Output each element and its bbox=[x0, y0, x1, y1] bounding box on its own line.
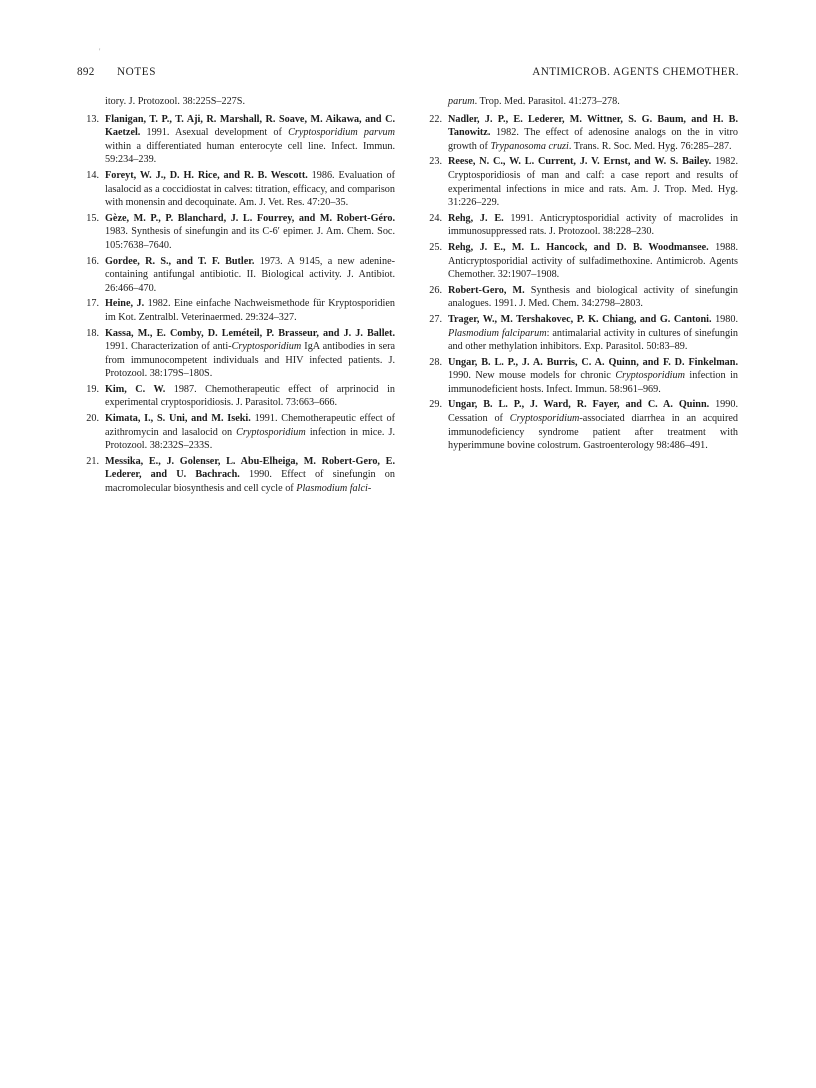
reference-entry bbox=[77, 383, 395, 410]
reference-authors: Rehg, J. E. bbox=[448, 212, 504, 224]
reference-text: 1988. Anticryptosporidial activity of sulfadimethoxine. Antimicrob. Agents Chemother. 32:1907–1908. bbox=[448, 241, 738, 281]
reference-entry bbox=[420, 284, 738, 311]
reference-continuation bbox=[420, 95, 738, 109]
reference-text: 1991. Characterization of anti- bbox=[105, 341, 232, 353]
reference-authors: Heine, J. bbox=[105, 298, 145, 310]
reference-entry bbox=[77, 255, 395, 296]
reference-number: 23. bbox=[429, 156, 442, 168]
reference-number: 28. bbox=[429, 356, 442, 368]
species-name: Plasmodium falciparum bbox=[448, 327, 547, 339]
reference-text: 1987. Chemotherapeutic effect of arprinocid in experimental cryptosporidiosis. J. Parasitol. 73:663–666. bbox=[105, 383, 395, 409]
reference-number: 27. bbox=[429, 313, 442, 325]
reference-text: infection in immunodeficient hosts. Infect. Immun. 58:961–969. bbox=[448, 370, 738, 395]
reference-text: : antimalarial activity in cultures of sinefungin and other methylation inhibitors. Exp. Parasitol. 50:83–89. bbox=[448, 327, 739, 353]
reference-text: 1990. New mouse models for chronic bbox=[448, 370, 616, 382]
reference-authors: Nadler, J. P., E. Lederer, M. Wittner, S. G. Baum, and H. B. Tanowitz. bbox=[448, 113, 738, 139]
reference-authors: Foreyt, W. J., D. H. Rice, and R. B. Wescott. bbox=[105, 169, 308, 181]
species-name: Cryptosporidium bbox=[236, 426, 306, 438]
reference-text: infection in mice. J. Protozool. 38:232S–233S. bbox=[105, 426, 395, 452]
species-name: Plasmodium falci- bbox=[296, 483, 372, 495]
reference-list bbox=[420, 113, 738, 453]
reference-number: 19. bbox=[86, 383, 99, 395]
page-number: 892 bbox=[77, 66, 95, 78]
reference-entry bbox=[77, 212, 395, 253]
reference-authors: Robert-Gero, M. bbox=[448, 284, 525, 296]
reference-number: 16. bbox=[86, 255, 99, 267]
reference-text: 1991. Chemotherapeutic effect of azithromycin and lasalocid on bbox=[105, 413, 395, 438]
reference-authors: Rehg, J. E., M. L. Hancock, and D. B. Woodmansee. bbox=[448, 241, 709, 253]
reference-authors: Kimata, I., S. Uni, and M. Iseki. bbox=[105, 413, 251, 425]
running-header bbox=[77, 66, 739, 82]
reference-text: -associated diarrhea in an acquired immunodeficiency syndrome patient after treatment with hyperimmune bovine colostrum. Gastroenterology 98:486–491. bbox=[448, 413, 738, 452]
reference-authors: Gèze, M. P., P. Blanchard, J. L. Fourrey, and M. Robert-Géro. bbox=[105, 212, 395, 224]
reference-authors: Ungar, B. L. P., J. Ward, R. Fayer, and C. A. Quinn. bbox=[448, 399, 710, 411]
left-column bbox=[77, 95, 395, 498]
reference-entry bbox=[77, 169, 395, 210]
reference-authors: Flanigan, T. P., T. Aji, R. Marshall, R. Soave, M. Aikawa, and C. Kaetzel. bbox=[105, 113, 395, 139]
reference-number: 18. bbox=[86, 327, 99, 339]
reference-authors: Gordee, R. S., and T. F. Butler. bbox=[105, 255, 255, 267]
reference-number: 25. bbox=[429, 241, 442, 253]
reference-entry bbox=[77, 455, 395, 496]
reference-entry bbox=[77, 327, 395, 381]
reference-text: . Trans. R. Soc. Med. Hyg. 76:285–287. bbox=[568, 140, 732, 152]
species-name: Cryptosporidium bbox=[231, 341, 302, 353]
reference-text: IgA antibodies in sera from immunocompetent individuals and HIV infected patients. J. Protozool. 38:179S–180S. bbox=[105, 341, 395, 380]
reference-entry bbox=[420, 398, 738, 452]
reference-continuation: itory. J. Protozool. 38:225S–227S. bbox=[105, 96, 245, 107]
reference-number: 21. bbox=[86, 455, 99, 467]
reference-text: 1982. The effect of adenosine analogs on the in vitro growth of bbox=[448, 127, 738, 152]
reference-text: 1973. A 9145, a new adenine-containing antifungal antibiotic. II. Biological activity. J. Antibiot. 26:466–470. bbox=[105, 255, 395, 294]
reference-number: 17. bbox=[86, 298, 99, 310]
species-name: Cryptosporidium bbox=[615, 370, 685, 382]
reference-number: 15. bbox=[86, 212, 99, 224]
species-name: Cryptosporidium bbox=[509, 413, 580, 425]
reference-text: 1980. bbox=[711, 313, 739, 325]
reference-entry bbox=[77, 113, 395, 167]
reference-entry bbox=[420, 356, 738, 397]
reference-entry bbox=[420, 313, 738, 354]
reference-text: 1986. Evaluation of lasalocid as a coccidiostat in calves: titration, efficacy, and comparison with monensin and decoquinate. Am. J. Vet. Res. 47:20–35. bbox=[105, 169, 395, 209]
reference-text: 1982. Cryptosporidiosis of man and calf: a case report and results of experimental infections in mice and rats. Am. J. Trop. Med. Hyg. 31:226–229. bbox=[448, 156, 739, 209]
species-name: Trypanosoma cruzi bbox=[490, 140, 569, 152]
reference-number: 24. bbox=[429, 212, 442, 224]
right-column bbox=[420, 95, 738, 455]
reference-number: 13. bbox=[86, 113, 99, 125]
reference-number: 14. bbox=[86, 169, 99, 181]
reference-authors: Reese, N. C., W. L. Current, J. V. Ernst, and W. S. Bailey. bbox=[448, 156, 712, 168]
reference-authors: Kassa, M., E. Comby, D. Leméteil, P. Brasseur, and J. J. Ballet. bbox=[105, 327, 395, 339]
reference-authors: Kim, C. W. bbox=[105, 383, 166, 395]
reference-number: 29. bbox=[429, 399, 442, 411]
reference-entry bbox=[77, 412, 395, 453]
reference-number: 20. bbox=[86, 413, 99, 425]
species-name: parum bbox=[448, 96, 475, 107]
margin-tick-mark: ' bbox=[99, 47, 101, 56]
reference-entry bbox=[420, 155, 738, 209]
reference-text: 1991. Anticryptosporidial activity of macrolides in immunosuppressed rats. J. Protozool. 38:228–230. bbox=[448, 212, 738, 238]
reference-text: within a differentiated human enterocyte cell line. Infect. Immun. 59:234–239. bbox=[105, 140, 395, 166]
reference-entry bbox=[420, 212, 738, 239]
reference-text: Synthesis and biological activity of sinefungin analogues. 1991. J. Med. Chem. 34:2798–2803. bbox=[448, 284, 738, 310]
section-label: NOTES bbox=[117, 66, 157, 78]
reference-entry bbox=[420, 241, 738, 282]
reference-number: 22. bbox=[429, 113, 442, 125]
reference-entry bbox=[420, 113, 738, 154]
reference-text: 1991. Asexual development of bbox=[140, 127, 289, 139]
reference-text: 1990. Cessation of bbox=[448, 399, 738, 425]
reference-text: 1990. Effect of sinefungin on macromolecular biosynthesis and cell cycle of bbox=[105, 469, 395, 495]
continuation-text: . Trop. Med. Parasitol. 41:273–278. bbox=[474, 96, 620, 107]
species-name: Cryptosporidium parvum bbox=[288, 127, 395, 139]
reference-authors: Trager, W., M. Tershakovec, P. K. Chiang, and G. Cantoni. bbox=[448, 313, 712, 325]
journal-name: ANTIMICROB. AGENTS CHEMOTHER. bbox=[532, 66, 739, 78]
reference-authors: Messika, E., J. Golenser, L. Abu-Elheiga, M. Robert-Gero, E. Lederer, and U. Bachrach. bbox=[105, 455, 395, 481]
reference-list bbox=[77, 113, 395, 496]
reference-entry bbox=[77, 297, 395, 324]
reference-number: 26. bbox=[429, 284, 442, 296]
reference-authors: Ungar, B. L. P., J. A. Burris, C. A. Quinn, and F. D. Finkelman. bbox=[448, 356, 738, 368]
reference-text: 1982. Eine einfache Nachweismethode für Kryptosporidien im Kot. Zentralbl. Veterinaermed. 29:324–327. bbox=[105, 298, 395, 323]
reference-text: 1983. Synthesis of sinefungin and its C-6′ epimer. J. Am. Chem. Soc. 105:7638–7640. bbox=[105, 226, 395, 251]
